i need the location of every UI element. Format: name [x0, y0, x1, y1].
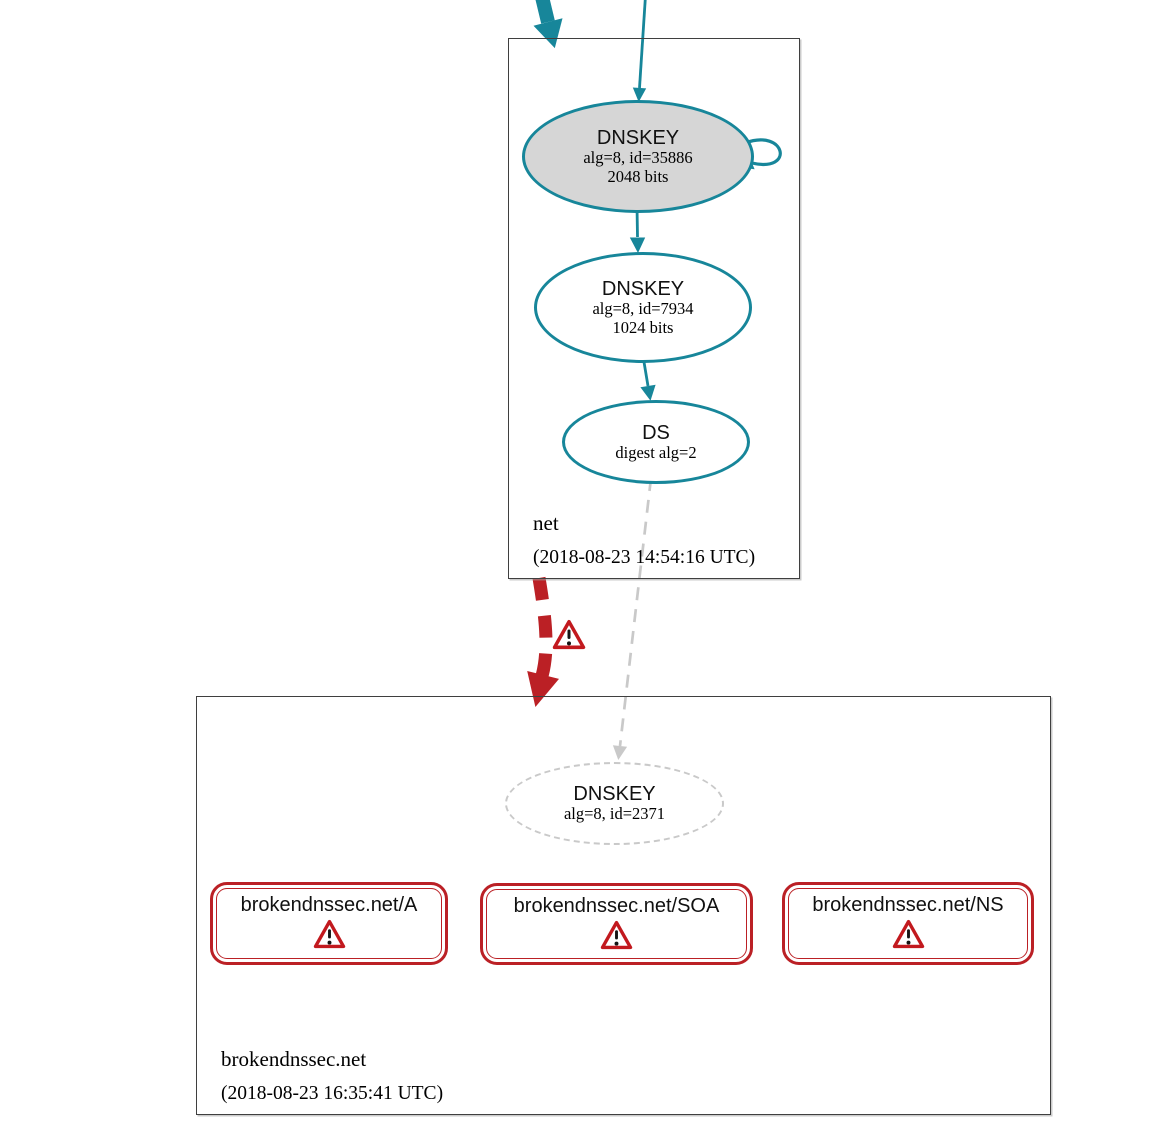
warning-triangle-icon: [313, 919, 346, 949]
rrset-brokendnssec-net-ns[interactable]: [782, 882, 1034, 965]
node-dnskey-35886[interactable]: [522, 100, 754, 213]
node-alg-id: alg=8, id=2371: [563, 804, 666, 824]
rrset-brokendnssec-net-a[interactable]: [210, 882, 448, 965]
zone-name-label: brokendnssec.net: [221, 1047, 367, 1071]
node-type-label: DNSKEY: [601, 278, 685, 300]
rrset-brokendnssec-net-soa[interactable]: [480, 883, 753, 965]
rrset-label: brokendnssec.net/A: [240, 894, 418, 916]
node-dnskey-2371[interactable]: [505, 762, 724, 845]
warning-triangle-icon: [600, 920, 633, 950]
node-digest-alg: digest alg=2: [615, 442, 697, 462]
warning-triangle-icon[interactable]: [552, 619, 586, 650]
rrset-label: brokendnssec.net/NS: [812, 894, 1004, 916]
node-bits: 2048 bits: [607, 166, 669, 186]
node-type-label: DNSKEY: [596, 127, 680, 149]
node-ds[interactable]: [562, 400, 750, 484]
node-type-label: DS: [642, 421, 670, 444]
zone-timestamp: (2018-08-23 14:54:16 UTC): [533, 547, 756, 568]
node-bits: 1024 bits: [612, 317, 674, 337]
node-alg-id: alg=8, id=7934: [592, 299, 694, 318]
zone-name-label: net: [533, 511, 559, 535]
node-dnskey-7934[interactable]: [534, 252, 752, 363]
zone-timestamp: (2018-08-23 16:35:41 UTC): [221, 1083, 444, 1104]
node-type-label: DNSKEY: [573, 783, 656, 806]
node-alg-id: alg=8, id=35886: [583, 148, 693, 167]
rrset-label: brokendnssec.net/SOA: [513, 895, 720, 917]
warning-triangle-icon: [892, 919, 925, 949]
